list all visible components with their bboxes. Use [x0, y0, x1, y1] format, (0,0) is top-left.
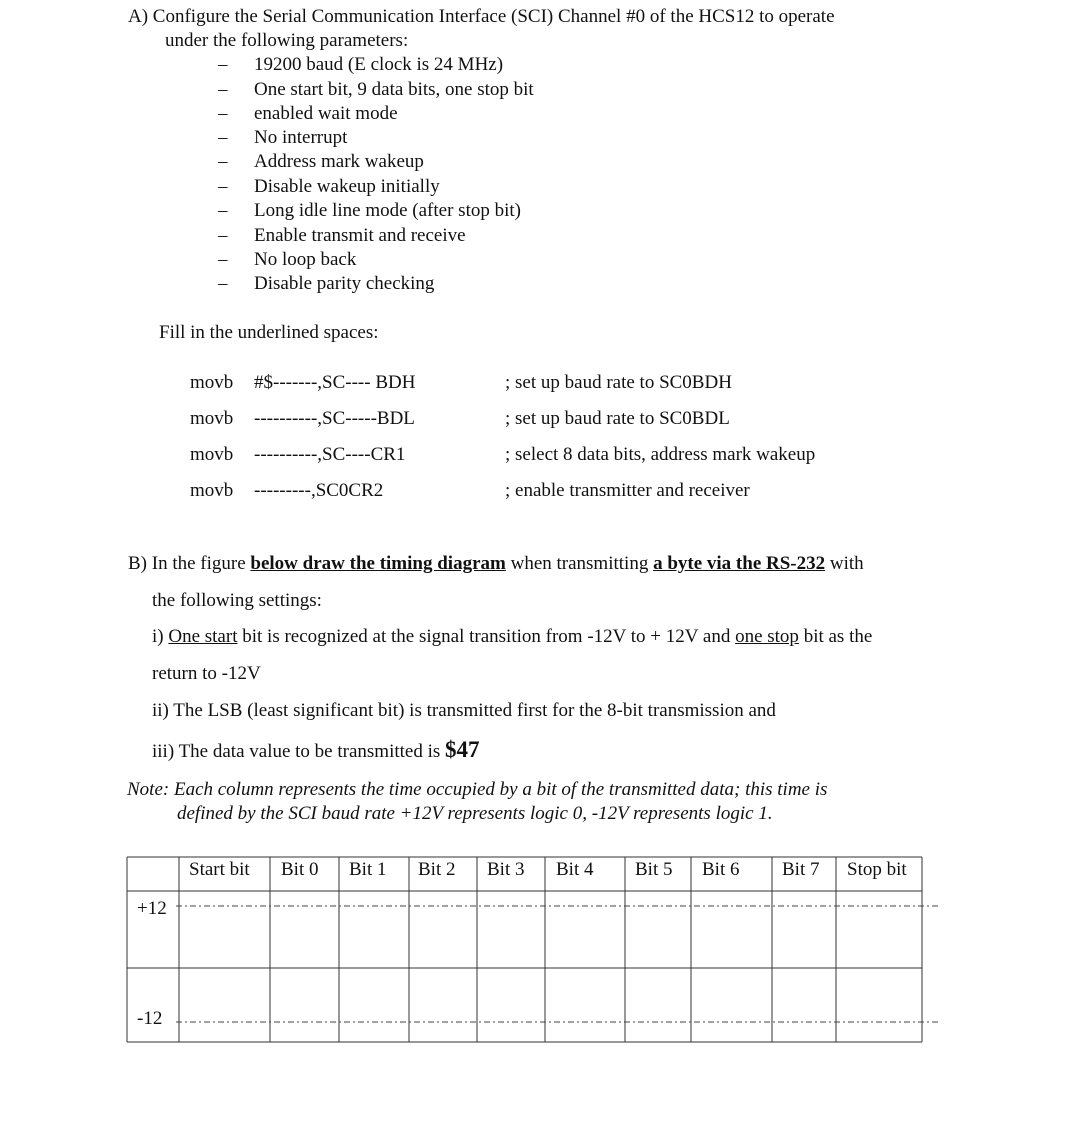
text-run: bit is recognized at the signal transition from -12V to + 12V and	[237, 626, 736, 647]
text-run: bit as the	[798, 626, 873, 647]
part-a-intro-line1: A) Configure the Serial Communication Interface (SCI) Channel #0 of the HCS12 to operate	[128, 6, 835, 27]
text-run: when transmitting	[505, 553, 654, 574]
y-label-high: +12	[137, 898, 167, 919]
dash-bullet: –	[218, 54, 228, 75]
text-run: with	[825, 553, 864, 574]
param-text: Long idle line mode (after stop bit)	[254, 200, 521, 221]
emphasis-run: below draw the timing diagram	[250, 553, 506, 574]
code-op: movb	[190, 480, 234, 501]
param-text: No interrupt	[254, 127, 348, 148]
param-text: Address mark wakeup	[254, 151, 424, 172]
param-text: Enable transmit and receive	[254, 225, 466, 246]
code-op: movb	[190, 408, 234, 429]
column-header-start-bit: Start bit	[189, 859, 250, 880]
column-header-bit6: Bit 6	[702, 859, 740, 880]
part-a-intro-line2: under the following parameters:	[165, 30, 409, 51]
column-header-bit7: Bit 7	[782, 859, 820, 880]
fill-prompt: Fill in the underlined spaces:	[159, 322, 379, 343]
param-text: Disable wakeup initially	[254, 176, 440, 197]
param-text: One start bit, 9 data bits, one stop bit	[254, 79, 534, 100]
dash-bullet: –	[218, 249, 228, 270]
code-arg: ----------,SC----CR1	[254, 444, 406, 465]
column-header-bit2: Bit 2	[418, 859, 456, 880]
underline-run: one stop	[735, 626, 799, 647]
dash-bullet: –	[218, 273, 228, 294]
text-run: iii) The data value to be transmitted is	[152, 741, 446, 762]
code-comment: ; set up baud rate to SC0BDH	[505, 372, 732, 393]
y-label-low: -12	[137, 1008, 163, 1029]
param-text: 19200 baud (E clock is 24 MHz)	[254, 54, 504, 75]
param-text: enabled wait mode	[254, 103, 398, 124]
code-op: movb	[190, 444, 234, 465]
dash-bullet: –	[218, 225, 228, 246]
dash-bullet: –	[218, 103, 228, 124]
note-line2: defined by the SCI baud rate +12V represents logic 0, -12V represents logic 1.	[177, 803, 773, 824]
dash-bullet: –	[218, 79, 228, 100]
code-comment: ; select 8 data bits, address mark wakeup	[505, 444, 816, 465]
dash-bullet: –	[218, 200, 228, 221]
column-header-bit4: Bit 4	[556, 859, 594, 880]
column-header-stop-bit: Stop bit	[847, 859, 907, 880]
column-header-bit0: Bit 0	[281, 859, 319, 880]
code-comment: ; enable transmitter and receiver	[505, 480, 750, 501]
part-b-line5: ii) The LSB (least significant bit) is transmitted first for the 8-bit transmission and	[152, 700, 776, 721]
column-header-bit1: Bit 1	[349, 859, 387, 880]
code-arg: ---------,SC0CR2	[254, 480, 384, 501]
part-b-line2: the following settings:	[152, 590, 322, 611]
param-text: Disable parity checking	[254, 273, 435, 294]
note-line1: Note: Each column represents the time occupied by a bit of the transmitted data; this time is	[127, 779, 828, 800]
code-op: movb	[190, 372, 234, 393]
code-arg: #$-------,SC---- BDH	[254, 372, 416, 393]
text-run: i)	[152, 626, 169, 647]
param-text: No loop back	[254, 249, 357, 270]
data-value: $47	[445, 737, 480, 762]
part-b-line4: return to -12V	[152, 663, 261, 684]
text-run: B) In the figure	[128, 553, 251, 574]
underline-run: One start	[168, 626, 238, 647]
dash-bullet: –	[218, 127, 228, 148]
dash-bullet: –	[218, 176, 228, 197]
dash-bullet: –	[218, 151, 228, 172]
code-arg: ----------,SC-----BDL	[254, 408, 415, 429]
code-comment: ; set up baud rate to SC0BDL	[505, 408, 730, 429]
column-header-bit5: Bit 5	[635, 859, 673, 880]
column-header-bit3: Bit 3	[487, 859, 525, 880]
emphasis-run: a byte via the RS-232	[653, 553, 826, 574]
